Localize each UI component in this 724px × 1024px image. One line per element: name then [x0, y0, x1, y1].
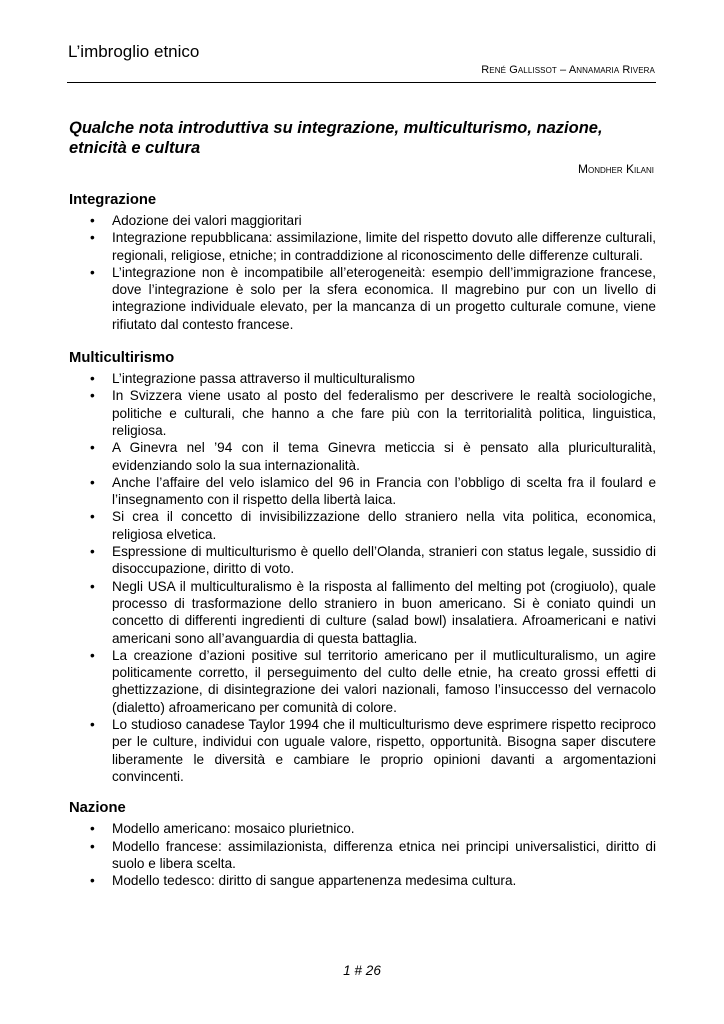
list-item: • Modello tedesco: diritto di sangue appartenenza medesima cultura.	[69, 872, 656, 889]
list-item: • Adozione dei valori maggioritari	[69, 212, 656, 229]
section-heading-nazione: Nazione	[69, 800, 126, 817]
list-item: • Negli USA il multiculturalismo è la risposta al fallimento del melting pot (crogiuolo), quale processo di trasformazione dello straniero in buon americano. Si è coniato quindi un concetto di differenti ingredienti di culture (salad bowl) insalatiera. Afroamericani e nativi americani sono all’avanguardia di questa battaglia.	[69, 578, 656, 647]
list-item: • In Svizzera viene usato al posto del federalismo per descrivere le realtà sociologiche, politiche e culturali, che hanno a che fare più con la territorialità politica, linguistica, religiosa.	[69, 387, 656, 439]
section-integrazione	[69, 191, 656, 333]
section-heading-multicultirismo: Multicultirismo	[69, 350, 175, 367]
document-body	[69, 191, 656, 889]
bullet-list-nazione	[69, 820, 656, 889]
section-nazione	[69, 799, 656, 889]
running-header-authors: René Gallissot – Annamaria Rivera	[481, 64, 655, 76]
list-item: • Anche l’affaire del velo islamico del 96 in Francia con l’obbligo di scelta fra il foulard e l’insegnamento con il rispetto della libertà laica.	[69, 474, 656, 509]
running-header-title: L’imbroglio etnico	[68, 42, 200, 61]
list-item: • Lo studioso canadese Taylor 1994 che il multiculturismo deve esprimere rispetto reciproco per le culture, individui con uguale valore, rispetto, opportunità. Bisogna saper discutere liberamente le diversità e cambiare le proprio opinioni davanti a argomentazioni convincenti.	[69, 716, 656, 785]
list-item: • Espressione di multiculturismo è quello dell’Olanda, stranieri con status legale, sussidio di disoccupazione, diritto di voto.	[69, 543, 656, 578]
page-number: 1 # 26	[343, 963, 381, 978]
list-item: • L’integrazione passa attraverso il multiculturalismo	[69, 370, 656, 387]
header-divider	[67, 82, 656, 83]
list-item: • Modello francese: assimilazionista, differenza etnica nei principi universalistici, diritto di suolo e libera scelta.	[69, 838, 656, 873]
list-item: • A Ginevra nel ’94 con il tema Ginevra meticcia si è pensato alla pluriculturalità, evidenziando solo la sua internazionalità.	[69, 439, 656, 474]
list-item: • La creazione d’azioni positive sul territorio americano per il mutliculturalismo, un agire politicamente corretto, il perseguimento del culto delle etnie, ha creato grossi effetti di ghettizzazione, di disintegrazione dei valori nazionali, famoso l’insuccesso del vernacolo (dialetto) afroamericano per comunità di colore.	[69, 647, 656, 716]
section-heading-integrazione: Integrazione	[69, 192, 157, 208]
bullet-list-multicultirismo	[69, 370, 656, 785]
section-multicultirismo	[69, 349, 656, 785]
list-item: • Integrazione repubblicana: assimilazione, limite del rispetto dovuto alle differenze culturali, regionali, religiose, etniche; in contraddizione al riconoscimento delle differenze culturali.	[69, 229, 656, 264]
list-item: • Si crea il concetto di invisibilizzazione dello straniero nella vita politica, economica, religiosa elvetica.	[69, 508, 656, 543]
list-item: • Modello americano: mosaico plurietnico.	[69, 820, 656, 837]
document-title: Qualche nota introduttiva su integrazione, multiculturismo, nazione, etnicità e cultura	[69, 119, 603, 157]
bullet-list-integrazione	[69, 212, 656, 333]
list-item: • L’integrazione non è incompatibile all’eterogeneità: esempio dell’immigrazione francese, dove l’integrazione è solo per la sfera economica. Il magrebino pur con un livello di integrazione individuale elevato, per la mancanza di un progetto culturale comune, viene rifiutato dal contesto francese.	[69, 264, 656, 333]
document-author: Mondher Kilani	[577, 162, 654, 176]
